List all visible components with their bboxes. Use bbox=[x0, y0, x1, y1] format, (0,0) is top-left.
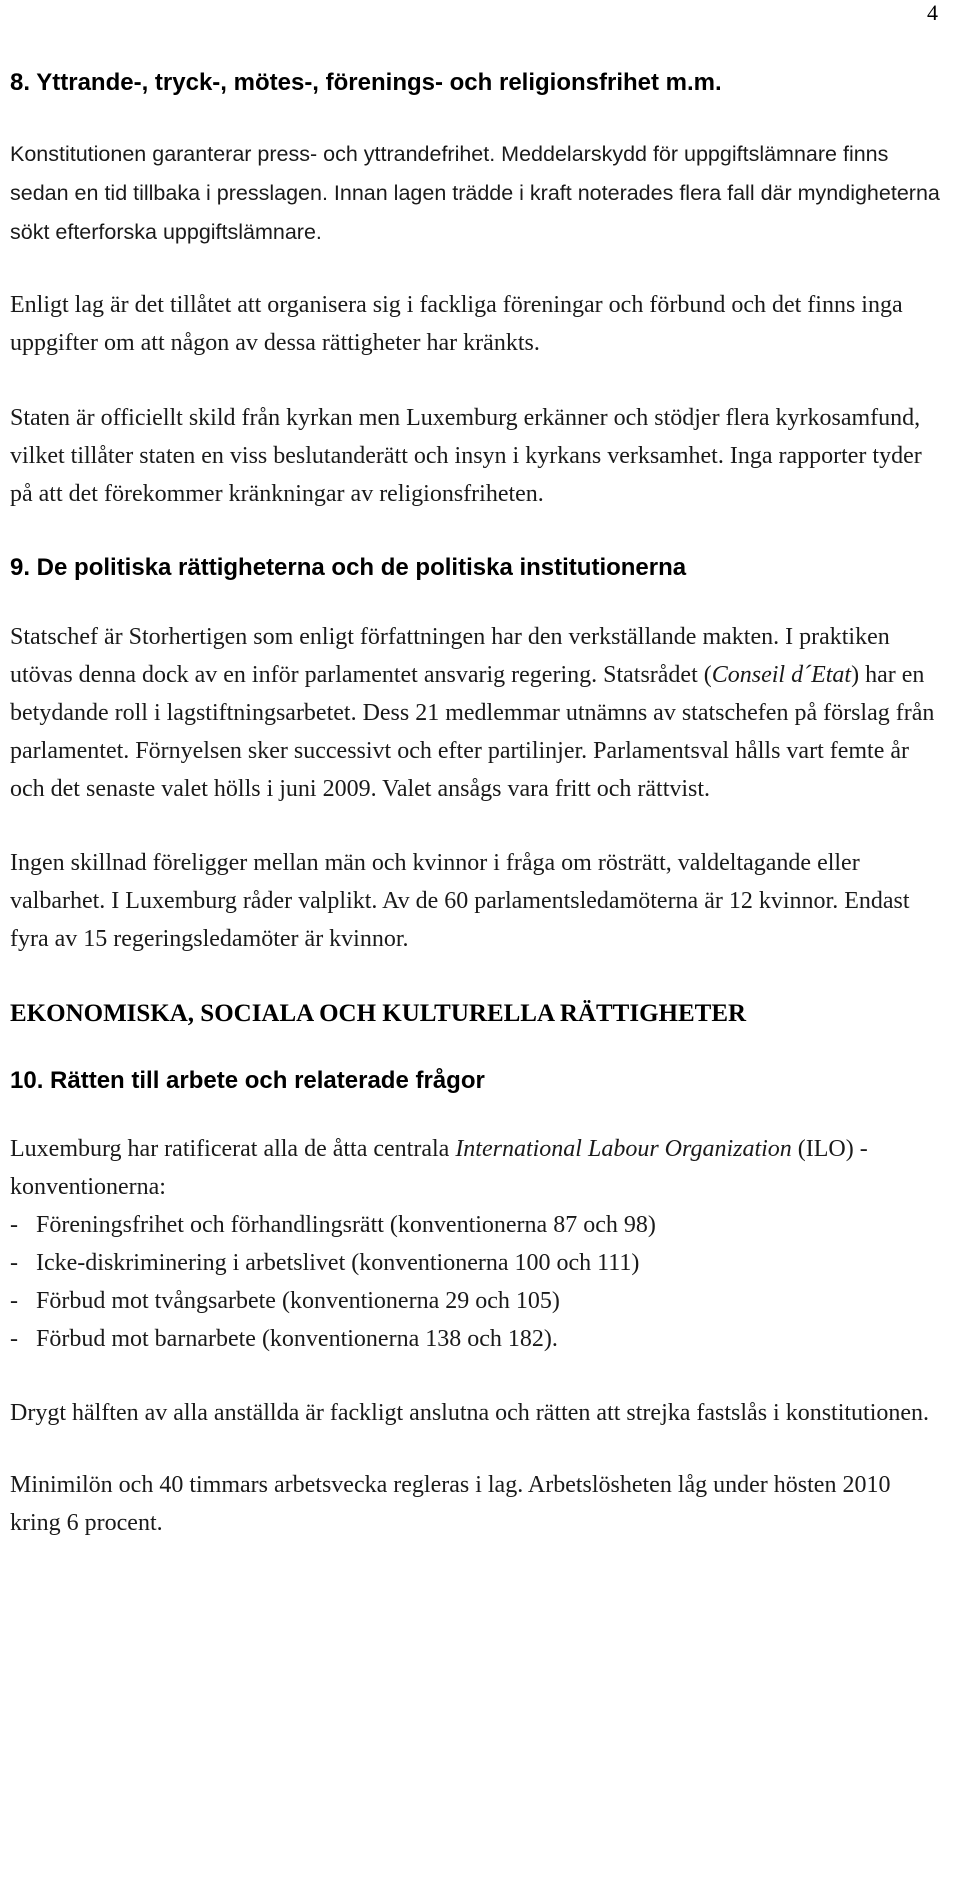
section-10-intro bbox=[10, 1130, 945, 1206]
list-item bbox=[10, 1244, 945, 1282]
section-10-paragraph-3: Minimilön och 40 timmars arbetsvecka regleras i lag. Arbetslösheten låg under hösten 2010 kring 6 procent. bbox=[10, 1472, 891, 1536]
page-number: 4 bbox=[927, 0, 938, 25]
list-item bbox=[10, 1320, 945, 1358]
list-item-text: Förbud mot tvångsarbete (konventionerna 29 och 105) bbox=[36, 1288, 560, 1314]
section-10-intro-part-1: Luxemburg har ratificerat alla de åtta centrala bbox=[10, 1136, 456, 1162]
section-8-paragraph-3: Staten är officiellt skild från kyrkan men Luxemburg erkänner och stödjer flera kyrkosamfund, vilket tillåter staten en viss beslutanderätt och insyn i kyrkans verksamhet. Inga rapporter tyder på att det förekommer kränkningar av religionsfriheten. bbox=[10, 405, 922, 507]
section-8-heading: 8. Yttrande-, tryck-, mötes-, förenings- och religionsfrihet m.m. bbox=[10, 69, 722, 96]
section-9-paragraph-1-italic: Conseil d´Etat bbox=[711, 662, 852, 688]
list-item-text: Icke-diskriminering i arbetslivet (konventionerna 100 och 111) bbox=[36, 1250, 640, 1276]
section-10-heading: 10. Rätten till arbete och relaterade frågor bbox=[10, 1067, 485, 1094]
section-10-paragraph-2: Drygt hälften av alla anställda är fackligt anslutna och rätten att strejka fastslås i konstitutionen. bbox=[10, 1400, 930, 1426]
section-9-heading: 9. De politiska rättigheterna och de politiska institutionerna bbox=[10, 554, 687, 581]
section-9-paragraph-2: Ingen skillnad föreligger mellan män och kvinnor i fråga om rösträtt, valdeltagande eller valbarhet. I Luxemburg råder valplikt. Av de 60 parlamentsledamöterna är 12 kvinnor. Endast fyra av 15 regeringsledamöter är kvinnor. bbox=[10, 850, 910, 952]
section-8-paragraph-1: Konstitutionen garanterar press- och yttrandefrihet. Meddelarskydd för uppgiftslämnare finns sedan en tid tillbaka i presslagen. Innan lagen trädde i kraft noterades flera fall där myndigheterna sökt efterforska uppgiftslämnare. bbox=[10, 142, 940, 244]
section-10-intro-part-2: (ILO) -konventionerna: bbox=[10, 1136, 868, 1200]
list-item-text: Föreningsfrihet och förhandlingsrätt (konventionerna 87 och 98) bbox=[36, 1212, 656, 1238]
list-marker: - bbox=[10, 1326, 18, 1352]
list-marker: - bbox=[10, 1212, 18, 1238]
section-10-intro-italic: International Labour Organization bbox=[455, 1136, 792, 1162]
list-marker: - bbox=[10, 1288, 18, 1314]
document-body bbox=[10, 69, 945, 1542]
list-marker: - bbox=[10, 1250, 18, 1276]
list-item bbox=[10, 1282, 945, 1320]
section-9-paragraph-1 bbox=[10, 618, 945, 808]
list-item-text: Förbud mot barnarbete (konventionerna 138 och 182). bbox=[36, 1326, 558, 1352]
part-heading: EKONOMISKA, SOCIALA OCH KULTURELLA RÄTTIGHETER bbox=[10, 1000, 747, 1027]
section-8-paragraph-2: Enligt lag är det tillåtet att organisera sig i fackliga föreningar och förbund och det finns inga uppgifter om att någon av dessa rättigheter har kränkts. bbox=[10, 292, 903, 356]
section-9-paragraph-1-part-2: ) har en betydande roll i lagstiftningsarbetet. Dess 21 medlemmar utnämns av statschefen på förslag från parlamentet. Förnyelsen sker successivt och efter partilinjer. Parlamentsval hålls vart femte år och det senaste valet hölls i juni 2009. Valet ansågs vara fritt och rättvist. bbox=[10, 662, 935, 802]
list-item bbox=[10, 1206, 945, 1244]
ilo-convention-list bbox=[10, 1206, 945, 1358]
section-9-paragraph-1-part-1: Statschef är Storhertigen som enligt författningen har den verkställande makten. I praktiken utövas denna dock av en inför parlamentet ansvarig regering. Statsrådet ( bbox=[10, 624, 890, 688]
